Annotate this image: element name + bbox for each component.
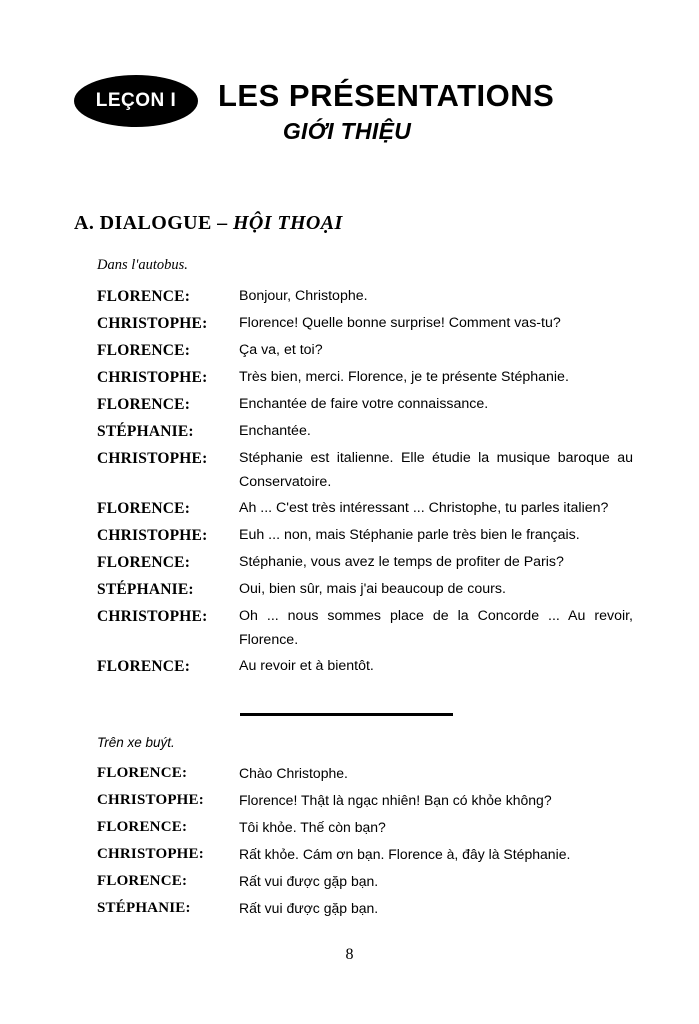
speaker-name: STÉPHANIE: bbox=[97, 581, 194, 598]
speaker-name: CHRISTOPHE: bbox=[97, 846, 204, 862]
speaker-name: FLORENCE: bbox=[97, 765, 188, 781]
section-divider bbox=[240, 713, 453, 716]
speaker-text: Rất khỏe. Cám ơn bạn. Florence à, đây là Stéphanie. bbox=[239, 846, 571, 862]
speaker-text: Florence! Quelle bonne surprise! Comment vas-tu? bbox=[239, 315, 561, 331]
scene-note-vietnamese: Trên xe buýt. bbox=[97, 735, 175, 750]
speaker-text: Ça va, et toi? bbox=[239, 342, 323, 358]
dialogue-line bbox=[97, 577, 637, 602]
scene-note-french: Dans l'autobus. bbox=[97, 257, 188, 273]
speaker-name: FLORENCE: bbox=[97, 554, 191, 571]
page-number: 8 bbox=[345, 946, 354, 963]
speaker-text: Stéphanie, vous avez le temps de profiter de Paris? bbox=[239, 554, 564, 570]
speaker-name: CHRISTOPHE: bbox=[97, 792, 204, 808]
dialogue-line bbox=[97, 815, 637, 840]
speaker-name: FLORENCE: bbox=[97, 500, 191, 517]
lesson-header bbox=[0, 62, 699, 172]
dialogue-line bbox=[97, 550, 637, 575]
speaker-name: CHRISTOPHE: bbox=[97, 450, 208, 467]
dialogue-line bbox=[97, 654, 637, 679]
dialogue-line bbox=[97, 338, 637, 363]
speaker-text: Tôi khỏe. Thế còn bạn? bbox=[239, 819, 386, 835]
speaker-text: Chào Christophe. bbox=[239, 765, 348, 781]
dialogue-line bbox=[97, 869, 637, 894]
speaker-text: Enchantée de faire votre connaissance. bbox=[239, 396, 489, 412]
speaker-text: Très bien, merci. Florence, je te présente Stéphanie. bbox=[239, 369, 569, 385]
section-heading-label-vn: HỘI THOẠI bbox=[232, 212, 343, 234]
dialogue-line bbox=[97, 788, 637, 813]
speaker-name: STÉPHANIE: bbox=[97, 900, 191, 916]
dialogue-line bbox=[97, 311, 637, 336]
lesson-badge: LEÇON I bbox=[74, 75, 198, 127]
speaker-text: Ah ... C'est très intéressant ... Christophe, tu parles italien? bbox=[239, 500, 609, 516]
speaker-name: FLORENCE: bbox=[97, 873, 188, 889]
speaker-name: FLORENCE: bbox=[97, 658, 191, 675]
speaker-name: CHRISTOPHE: bbox=[97, 369, 208, 386]
speaker-text: Euh ... non, mais Stéphanie parle très bien le français. bbox=[239, 527, 580, 543]
section-heading-label: A. DIALOGUE – bbox=[74, 212, 233, 234]
speaker-text: Stéphanie est italienne. Elle étudie la musique baroque au Conservatoire. bbox=[239, 450, 633, 490]
dialogue-line bbox=[97, 446, 637, 494]
speaker-text: Florence! Thật là ngạc nhiên! Bạn có khỏe không? bbox=[239, 792, 552, 808]
page-subtitle: GIỚI THIỆU bbox=[282, 118, 412, 144]
dialogue-line bbox=[97, 842, 637, 867]
dialogue-line bbox=[97, 523, 637, 548]
dialogue-french bbox=[97, 284, 637, 681]
speaker-name: CHRISTOPHE: bbox=[97, 608, 208, 625]
dialogue-line bbox=[97, 604, 637, 652]
speaker-name: FLORENCE: bbox=[97, 288, 191, 305]
speaker-text: Rất vui được gặp bạn. bbox=[239, 900, 379, 916]
dialogue-line bbox=[97, 392, 637, 417]
dialogue-vietnamese bbox=[97, 761, 637, 923]
speaker-name: FLORENCE: bbox=[97, 396, 191, 413]
dialogue-line bbox=[97, 496, 637, 521]
speaker-text: Rất vui được gặp bạn. bbox=[239, 873, 379, 889]
speaker-name: CHRISTOPHE: bbox=[97, 527, 208, 544]
speaker-name: FLORENCE: bbox=[97, 342, 191, 359]
speaker-text: Oui, bien sûr, mais j'ai beaucoup de cours. bbox=[239, 581, 506, 597]
speaker-text: Au revoir et à bientôt. bbox=[239, 658, 374, 674]
dialogue-line bbox=[97, 896, 637, 921]
dialogue-line bbox=[97, 365, 637, 390]
dialogue-line bbox=[97, 419, 637, 444]
speaker-name: FLORENCE: bbox=[97, 819, 188, 835]
speaker-text: Oh ... nous sommes place de la Concorde ... Au revoir, Florence. bbox=[239, 608, 633, 648]
section-heading bbox=[74, 212, 343, 235]
page-title: LES PRÉSENTATIONS bbox=[218, 78, 555, 113]
speaker-name: STÉPHANIE: bbox=[97, 423, 194, 440]
speaker-text: Enchantée. bbox=[239, 423, 311, 439]
dialogue-line bbox=[97, 284, 637, 309]
speaker-name: CHRISTOPHE: bbox=[97, 315, 208, 332]
speaker-text: Bonjour, Christophe. bbox=[239, 288, 368, 304]
dialogue-line bbox=[97, 761, 637, 786]
